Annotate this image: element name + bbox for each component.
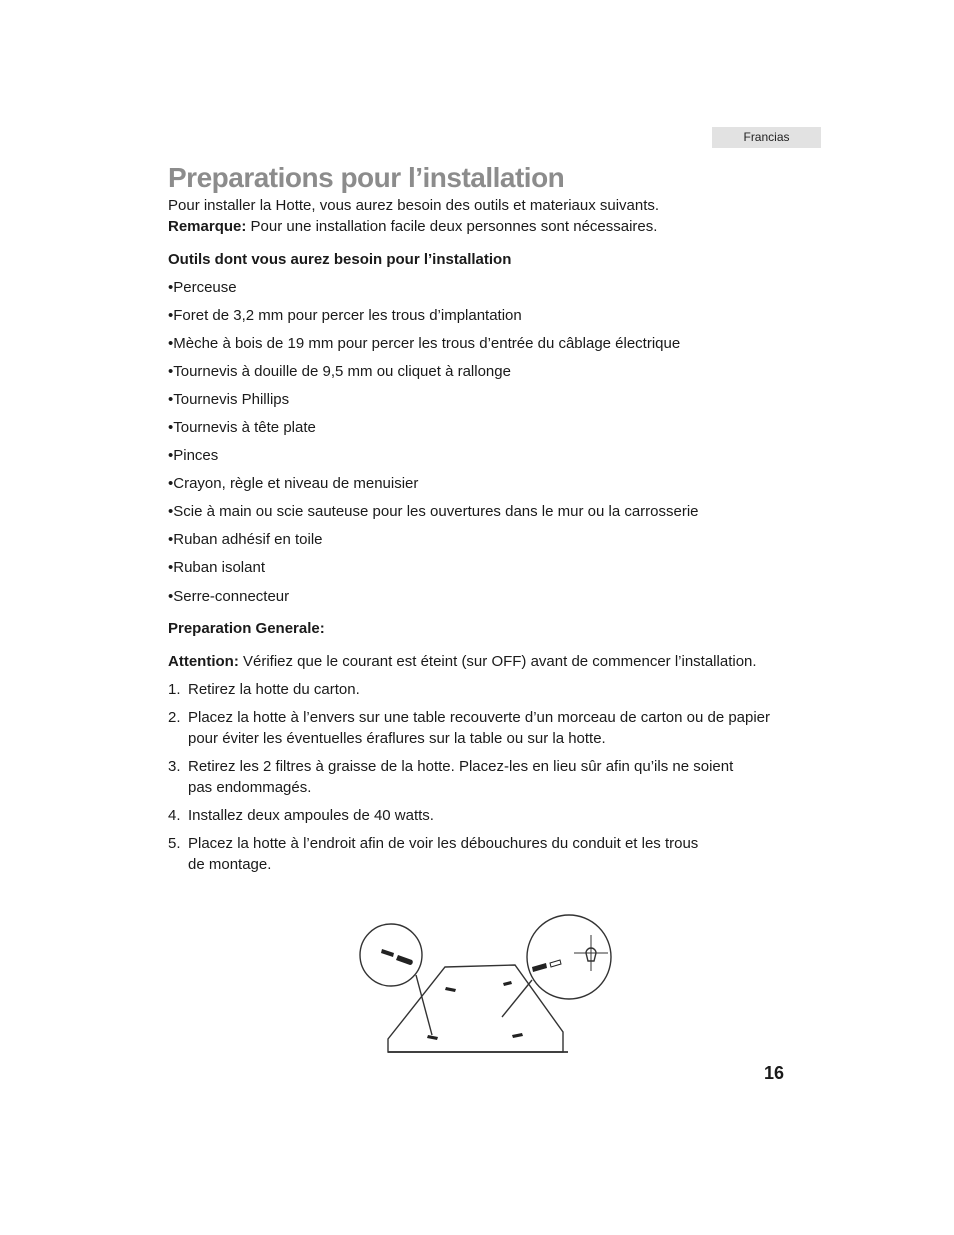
hood-mounting-illustration xyxy=(350,905,620,1060)
step-item xyxy=(168,758,734,796)
page-title: Preparations pour l’installation xyxy=(168,162,565,193)
hood-outline xyxy=(388,965,563,1052)
step-number: 2. xyxy=(168,709,181,726)
step-text: Retirez la hotte du carton. xyxy=(188,681,360,698)
right-detail-circle xyxy=(527,915,611,999)
step-text: Placez la hotte à l’envers sur une table recouverte d’un morceau de carton ou de papier xyxy=(188,709,771,726)
tool-item: •Serre-connecteur xyxy=(168,588,290,605)
tool-item: •Ruban adhésif en toile xyxy=(168,531,323,548)
step-text-continued: pas endommagés. xyxy=(188,779,312,796)
tool-item: •Mèche à bois de 19 mm pour percer les trous d’entrée du câblage électrique xyxy=(168,335,681,352)
preparation-heading: Preparation Generale: xyxy=(168,620,325,637)
attention-text: Vérifiez que le courant est éteint (sur OFF) avant de commencer l’installation. xyxy=(238,653,757,670)
page-number: 16 xyxy=(764,1063,785,1083)
tool-item: •Ruban isolant xyxy=(168,559,265,576)
tool-item: •Pinces xyxy=(168,447,219,464)
step-number: 5. xyxy=(168,835,181,852)
step-item xyxy=(168,835,699,873)
intro-line: Pour installer la Hotte, vous aurez besoin des outils et materiaux suivants. xyxy=(168,197,660,214)
tool-item: •Perceuse xyxy=(168,279,237,296)
remark-text: Pour une installation facile deux personnes sont nécessaires. xyxy=(246,218,658,235)
step-text-continued: de montage. xyxy=(188,856,272,873)
step-text: Retirez les 2 filtres à graisse de la hotte. Placez-les en lieu sûr afin qu’ils ne soient xyxy=(188,758,734,775)
step-item xyxy=(168,709,771,747)
tool-item: •Foret de 3,2 mm pour percer les trous d’implantation xyxy=(168,307,522,324)
tool-item: •Scie à main ou scie sauteuse pour les ouvertures dans le mur ou la carrosserie xyxy=(168,503,699,520)
step-text: Placez la hotte à l’endroit afin de voir les débouchures du conduit et les trous xyxy=(188,835,699,852)
attention-label: Attention: xyxy=(168,653,239,670)
step-item xyxy=(168,807,434,824)
remark-label: Remarque: xyxy=(168,218,247,235)
step-text: Installez deux ampoules de 40 watts. xyxy=(188,807,434,824)
attention-line xyxy=(168,653,757,670)
tools-heading: Outils dont vous aurez besoin pour l’installation xyxy=(168,251,512,268)
language-tab: Francias xyxy=(712,127,821,148)
step-number: 1. xyxy=(168,681,181,698)
tool-item: •Tournevis Phillips xyxy=(168,391,290,408)
tool-item: •Tournevis à douille de 9,5 mm ou cliquet à rallonge xyxy=(168,363,511,380)
remark-line xyxy=(168,218,657,235)
step-item xyxy=(168,681,360,698)
step-text-continued: pour éviter les éventuelles éraflures sur la table ou sur la hotte. xyxy=(188,730,606,747)
tool-item: •Tournevis à tête plate xyxy=(168,419,316,436)
tool-item: •Crayon, règle et niveau de menuisier xyxy=(168,475,419,492)
step-number: 4. xyxy=(168,807,181,824)
step-number: 3. xyxy=(168,758,181,775)
